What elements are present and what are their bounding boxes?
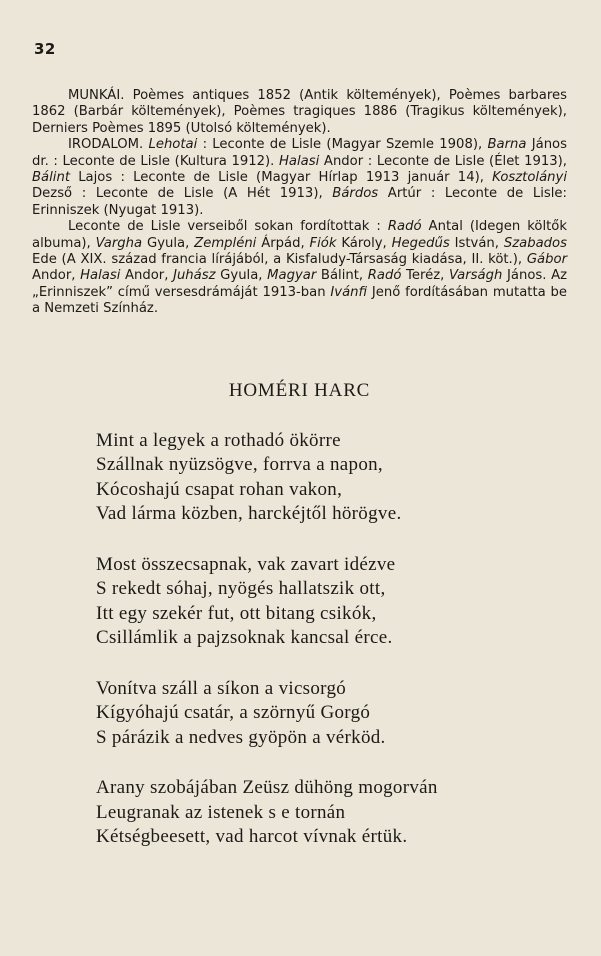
literature-paragraph — [32, 137, 567, 219]
italic-author-name: Radó — [367, 268, 402, 284]
poem-line: S párázik a nedves gyöpön a vérköd. — [96, 726, 386, 748]
poem-line: Arany szobájában Zeüsz dühöng mogorván — [96, 777, 438, 799]
bibliography-text: Bálint, — [316, 268, 368, 284]
poem-stanza — [96, 429, 561, 527]
poem-line: Szállnak nyüzsögve, forrva a napon, — [96, 454, 383, 476]
bibliography-text: Artúr : Leconte de Lisle: Erinniszek (Nyugat 1913). — [32, 186, 567, 218]
bibliography-text: Károly, — [336, 235, 392, 251]
bibliography-text: Antal (Idegen költők albuma), — [32, 219, 567, 251]
italic-author-name: Vargha — [95, 235, 143, 251]
bibliography-text: János. Az „Erinniszek” című versesdrámáját 1913-ban — [32, 268, 568, 300]
italic-author-name: Juhász — [173, 268, 216, 284]
poem-title: HOMÉRI HARC — [228, 379, 371, 401]
poem-stanza — [96, 553, 561, 651]
poem-line: Vad lárma közben, harckéjtől hörögve. — [96, 503, 402, 525]
italic-author-name: Szabados — [503, 235, 567, 251]
poem-body — [96, 429, 561, 850]
italic-author-name: Halasi — [80, 268, 121, 284]
italic-author-name: Gábor — [526, 252, 567, 268]
bibliography-section — [32, 88, 567, 318]
italic-author-name: Radó — [387, 219, 422, 235]
poem-line: Csillámlik a pajzsoknak kancsal érce. — [96, 627, 393, 649]
italic-author-name: Magyar — [267, 268, 317, 284]
bibliography-text: Gyula, — [215, 268, 268, 284]
poem-line: Mint a legyek a rothadó ökörre — [96, 429, 341, 451]
poem-stanza — [96, 776, 561, 850]
bibliography-text: IRODALOM. — [68, 137, 149, 153]
italic-author-name: Kosztolányi — [492, 170, 567, 186]
italic-author-name: Varságh — [448, 268, 503, 284]
bibliography-text: János dr. : Leconte de Lisle (Kultura 1912). — [32, 137, 567, 169]
bibliography-text: Ede (A XIX. század francia lírájából, a Kisfaludy-Társaság kiadása, II. köt.), — [32, 252, 527, 268]
poem-line: Itt egy szekér fut, ott bitang csikók, — [96, 602, 377, 624]
bibliography-text: Andor : Leconte de Lisle (Élet 1913), — [319, 153, 568, 169]
bibliography-text: Jenő fordításában mutatta be a Nemzeti Színház. — [32, 284, 568, 317]
italic-author-name: Bárdos — [332, 186, 379, 202]
poem-line: S rekedt sóhaj, nyögés hallatszik ott, — [96, 578, 386, 600]
italic-author-name: Bálint — [32, 170, 70, 186]
italic-author-name: Zempléni — [194, 235, 257, 251]
bibliography-text: Teréz, — [401, 268, 449, 284]
page-number: 32 — [34, 40, 56, 58]
bibliography-text: István, — [449, 235, 504, 251]
bibliography-text: Árpád, — [256, 235, 310, 251]
poem-line: Leugranak az istenek s e tornán — [96, 801, 346, 823]
bibliography-text: Andor, — [120, 268, 174, 284]
poem-line: Kócoshajú csapat rohan vakon, — [96, 478, 343, 500]
italic-author-name: Hegedűs — [391, 235, 450, 251]
poem-stanza — [96, 677, 561, 751]
bibliography-text: Dezső : Leconte de Lisle (A Hét 1913), — [32, 186, 333, 202]
works-paragraph — [32, 88, 567, 137]
bibliography-text: : Leconte de Lisle (Magyar Szemle 1908), — [197, 137, 488, 153]
bibliography-text: MUNKÁI. Poèmes antiques 1852 (Antik költemények), Poèmes barbares 1862 (Barbár költemények), Poèmes tragiques 1886 (Tragikus költemények), Derniers Poèmes 1895 (Utolsó költemények). — [32, 88, 567, 136]
poem-line: Kígyóhajú csatár, a szörnyű Gorgó — [96, 702, 371, 724]
poem-line: Vonítva száll a síkon a vicsorgó — [96, 677, 347, 699]
italic-author-name: Ivánfi — [330, 284, 368, 300]
translations-paragraph — [32, 219, 567, 317]
bibliography-text: Andor, — [32, 268, 81, 284]
italic-author-name: Fiók — [309, 235, 337, 251]
italic-author-name: Lehotai — [148, 137, 198, 153]
bibliography-text: Gyula, — [142, 235, 195, 251]
poem-line: Most összecsapnak, vak zavart idézve — [96, 553, 396, 575]
bibliography-text: Leconte de Lisle verseiből sokan fordítottak : — [68, 219, 388, 235]
italic-author-name: Barna — [487, 137, 527, 153]
italic-author-name: Halasi — [279, 153, 320, 169]
bibliography-text: Lajos : Leconte de Lisle (Magyar Hírlap 1913 január 14), — [70, 170, 493, 186]
poem-line: Kétségbeesett, vad harcot vívnak értük. — [96, 826, 408, 848]
